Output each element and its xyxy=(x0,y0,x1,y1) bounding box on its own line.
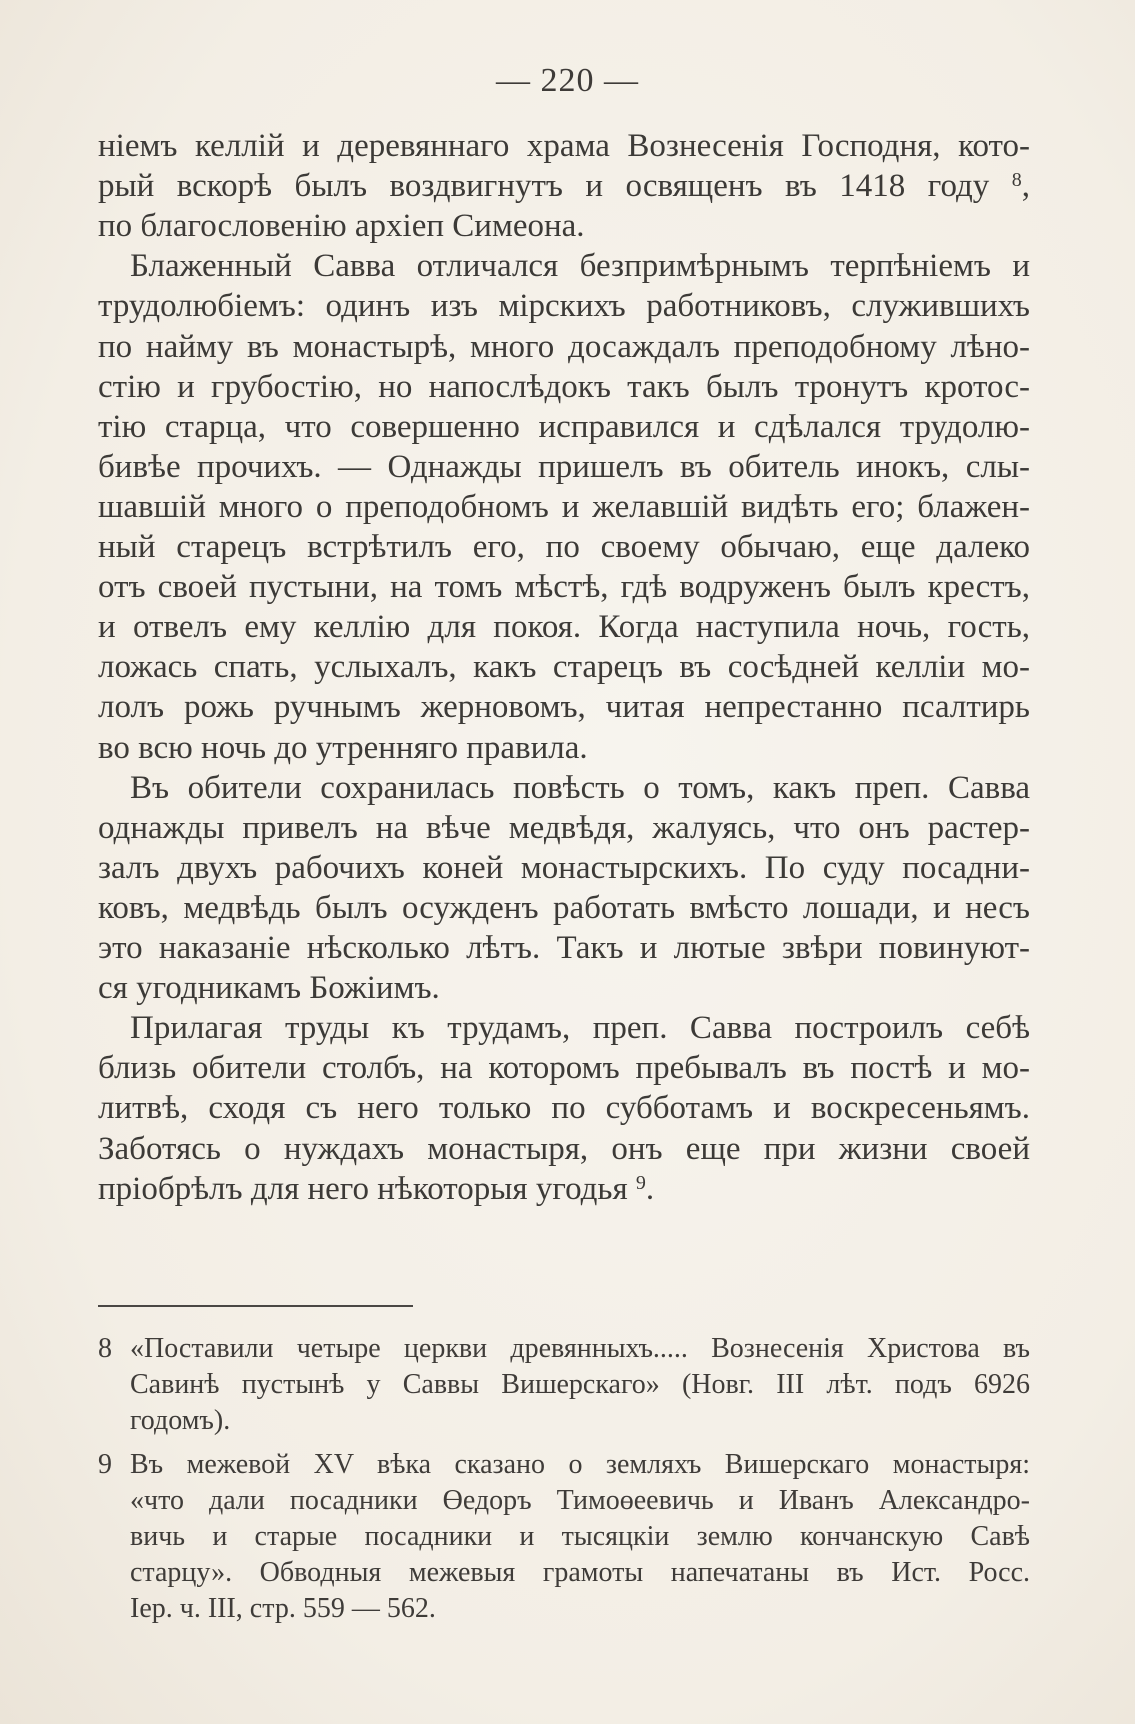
body-line: ніемъ келлій и деревяннаго храма Вознесенія Господня, кото- xyxy=(98,128,1030,164)
body-line: лолъ рожь ручнымъ жерновомъ, читая непрестанно псалтирь xyxy=(98,689,1030,725)
page-number: — 220 — xyxy=(496,62,639,99)
body-line: ся угодникамъ Божіимъ. xyxy=(98,970,440,1006)
body-line: трудолюбіемъ: одинъ изъ мірскихъ работниковъ, служившихъ xyxy=(98,288,1030,324)
footnote-line: вичь и старые посадники и тысяцкіи землю кончанскую Савѣ xyxy=(130,1521,1030,1552)
footnote-mark: 9 xyxy=(98,1449,112,1480)
body-line: и отвелъ ему келлію для покоя. Когда наступила ночь, гость, xyxy=(98,609,1030,645)
body-line: во всю ночь до утренняго правила. xyxy=(98,730,588,766)
body-line: залъ двухъ рабочихъ коней монастырскихъ. По суду посадни- xyxy=(98,850,1030,886)
body-line: по найму въ монастырѣ, много досаждалъ преподобному лѣно- xyxy=(98,329,1030,365)
body-line: Въ обители сохранилась повѣсть о томъ, какъ преп. Савва xyxy=(130,770,1030,806)
footnote-line: «что дали посадники Өедоръ Тимоөеевичь и Иванъ Александро- xyxy=(130,1485,1030,1516)
body-line: ложась спать, услыхалъ, какъ старецъ въ сосѣдней келліи мо- xyxy=(98,649,1030,685)
body-line: это наказаніе нѣсколько лѣтъ. Такъ и лютые звѣри повинуют- xyxy=(98,930,1030,966)
body-line: Блаженный Савва отличался безпримѣрнымъ терпѣніемъ и xyxy=(130,248,1030,284)
footnote-mark: 8 xyxy=(98,1333,112,1364)
body-line: близь обители столбъ, на которомъ пребывалъ въ постѣ и мо- xyxy=(98,1050,1030,1086)
footnote-line: старцу». Обводныя межевыя грамоты напечатаны въ Ист. Росс. xyxy=(130,1557,1030,1588)
body-line: отъ своей пустыни, на томъ мѣстѣ, гдѣ водруженъ былъ крестъ, xyxy=(98,569,1030,605)
footnote-ref: 9 xyxy=(635,1172,646,1194)
body-line: по благословенію архіеп Симеона. xyxy=(98,208,585,244)
body-line: стію и грубостію, но напослѣдокъ такъ былъ тронутъ кротос- xyxy=(98,369,1030,405)
footnote-line: Въ межевой XV вѣка сказано о земляхъ Вишерскаго монастыря: xyxy=(130,1449,1030,1480)
footnote-line: годомъ). xyxy=(130,1405,231,1436)
body-line: пріобрѣлъ для него нѣкоторыя угодья $^9$. xyxy=(98,1171,655,1207)
footnote-line: Савинѣ пустынѣ у Саввы Вишерскаго» (Новг. III лѣт. подъ 6926 xyxy=(130,1369,1030,1400)
body-line: шавшій много о преподобномъ и желавшій видѣть его; блажен- xyxy=(98,489,1030,525)
body-line: бивѣе прочихъ. — Однажды пришелъ въ обитель инокъ, слы- xyxy=(98,449,1030,485)
body-line: рый вскорѣ былъ воздвигнутъ и освященъ въ 1418 году $^8$, xyxy=(98,168,1031,204)
body-line: ковъ, медвѣдь былъ осужденъ работать вмѣсто лошади, и несъ xyxy=(98,890,1030,926)
footnote-ref: 8 xyxy=(1011,169,1022,191)
body-line: Заботясь о нуждахъ монастыря, онъ еще при жизни своей xyxy=(98,1131,1030,1167)
body-line: тію старца, что совершенно исправился и сдѣлался трудолю- xyxy=(98,409,1030,445)
body-line: Прилагая труды къ трудамъ, преп. Савва построилъ себѣ xyxy=(130,1010,1030,1046)
footnote-line: Іер. ч. III, стр. 559 — 562. xyxy=(130,1593,436,1624)
footnote-line: «Поставили четыре церкви древянныхъ..... Вознесенія Христова въ xyxy=(130,1333,1030,1364)
body-line: однажды привелъ на вѣче медвѣдя, жалуясь, что онъ растер- xyxy=(98,810,1030,846)
body-line: ный старецъ встрѣтилъ его, по своему обычаю, еще далеко xyxy=(98,529,1030,565)
footnote-rule xyxy=(98,1305,413,1307)
body-line: литвѣ, сходя съ него только по субботамъ и воскресеньямъ. xyxy=(98,1090,1030,1126)
